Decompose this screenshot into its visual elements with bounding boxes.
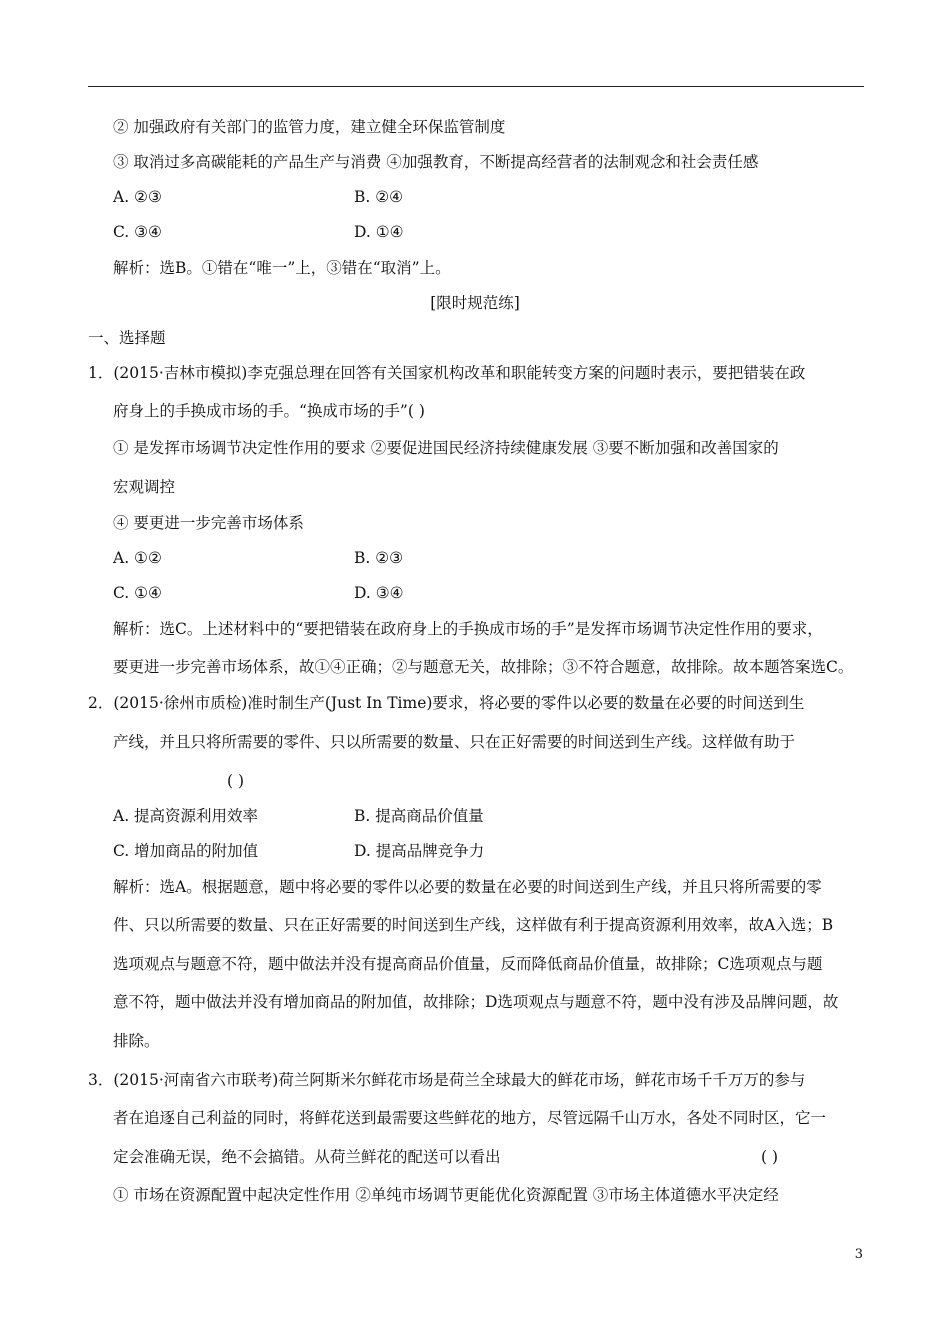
question-1-statement-line-1: ① 是发挥市场调节决定性作用的要求 ②要促进国民经济持续健康发展 ③要不断加强和改善国家的 [113, 439, 779, 457]
option-d: D. ①④ [354, 223, 404, 241]
question-1-analysis-2: 要更进一步完善市场体系，故①④正确；②与题意无关，故排除；③不符合题意，故排除。故本题答案选C。 [113, 658, 854, 676]
question-1-option-b: B. ②③ [354, 549, 404, 567]
question-2-analysis-5: 排除。 [113, 1032, 160, 1050]
question-2-answer-paren: ( ) [227, 772, 245, 790]
question-2-option-b: B. 提高商品价值量 [354, 807, 484, 825]
question-3-answer-paren: ( ) [761, 1148, 779, 1166]
question-2-analysis-2: 件、只以所需要的数量、只在正好需要的时间送到生产线，这样做有利于提高资源利用效率，故A入选；B [113, 916, 834, 934]
question-3-line-1: 3．(2015·河南省六市联考)荷兰阿斯米尔鲜花市场是荷兰全球最大的鲜花市场，鲜花市场千千万万的参与 [88, 1071, 806, 1089]
question-2-line-1: 2．(2015·徐州市质检)准时制生产(Just In Time)要求，将必要的零件以必要的数量在必要的时间送到生 [88, 694, 805, 712]
page-number: 3 [854, 1247, 863, 1262]
question-1-analysis-1: 解析：选C。上述材料中的“要把错装在政府身上的手换成市场的手”是发挥市场调节决定性作用的要求， [113, 620, 823, 638]
question-1-statement-4: ④ 要更进一步完善市场体系 [113, 514, 304, 532]
question-1-line-2: 府身上的手换成市场的手。“换成市场的手”( ) [113, 402, 425, 420]
section-label: 一、选择题 [88, 329, 166, 347]
option-a: A. ②③ [113, 188, 162, 206]
question-2-option-c: C. 增加商品的附加值 [113, 842, 259, 860]
question-1-statement-line-2: 宏观调控 [113, 478, 176, 496]
analysis: 解析：选B。①错在“唯一”上，③错在“取消”上。 [113, 259, 451, 277]
question-2-analysis-4: 意不符，题中做法并没有增加商品的附加值，故排除；D选项观点与题意不符，题中没有涉及品牌问题，故 [113, 993, 839, 1011]
question-2-analysis-3: 选项观点与题意不符，题中做法并没有提高商品价值量，反而降低商品价值量，故排除；C选项观点与题 [113, 955, 823, 973]
question-1-option-d: D. ③④ [354, 584, 404, 602]
question-1-option-c: C. ①④ [113, 584, 162, 602]
question-3-statement-line-1: ① 市场在资源配置中起决定性作用 ②单纯市场调节更能优化资源配置 ③市场主体道德水平决定经 [113, 1186, 779, 1204]
section-title: [限时规范练] [430, 294, 520, 312]
option-c: C. ③④ [113, 223, 162, 241]
question-1-option-a: A. ①② [113, 549, 162, 567]
statement-2: ② 加强政府有关部门的监管力度，建立健全环保监管制度 [113, 118, 506, 136]
option-b: B. ②④ [354, 188, 404, 206]
question-3-line-2: 者在追逐自己利益的同时，将鲜花送到最需要这些鲜花的地方，尽管远隔千山万水，各处不同时区，它一 [113, 1109, 827, 1127]
question-1-line-1: 1．(2015·吉林市模拟)李克强总理在回答有关国家机构改革和职能转变方案的问题时表示，要把错装在政 [88, 364, 806, 382]
question-2-option-d: D. 提高品牌竞争力 [354, 842, 485, 860]
question-3-line-3: 定会准确无误，绝不会搞错。从荷兰鲜花的配送可以看出 [113, 1148, 501, 1166]
statement-3-4: ③ 取消过多高碳能耗的产品生产与消费 ④加强教育，不断提高经营者的法制观念和社会责任感 [113, 153, 759, 171]
question-2-option-a: A. 提高资源利用效率 [113, 807, 259, 825]
header-rule [88, 86, 864, 87]
question-2-analysis-1: 解析：选A。根据题意，题中将必要的零件以必要的数量在必要的时间送到生产线，并且只将所需要的零 [113, 878, 822, 896]
question-2-line-2: 产线，并且只将所需要的零件、只以所需要的数量、只在正好需要的时间送到生产线。这样做有助于 [113, 733, 796, 751]
